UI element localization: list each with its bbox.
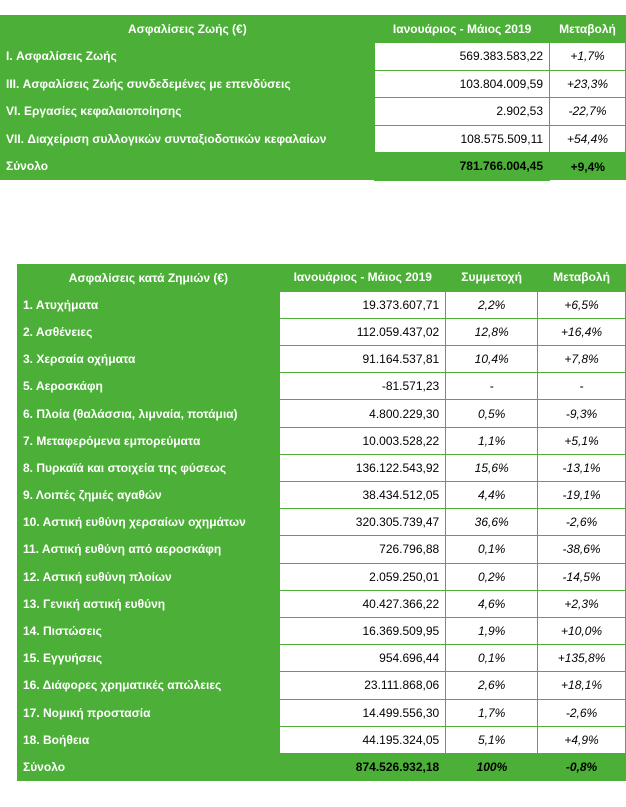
row-label: 16. Διάφορες χρηματικές απώλειες (17, 672, 280, 699)
row-value: 40.427.366,22 (280, 590, 446, 617)
row-change: -9,3% (538, 400, 626, 427)
row-label: 17. Νομική προστασία (17, 699, 280, 726)
row-label: 13. Γενική αστική ευθύνη (17, 590, 280, 617)
row-value: 108.575.509,11 (375, 125, 550, 153)
table-row (0, 98, 626, 126)
row-change: +16,4% (538, 318, 626, 345)
row-share: 5,1% (446, 726, 538, 753)
total-value: 781.766.004,45 (375, 153, 550, 181)
row-change: +6,5% (538, 291, 626, 318)
nonlife-label-header: Ασφαλίσεις κατά Ζημιών (€) (68, 270, 229, 285)
life-label-header: Ασφαλίσεις Ζωής (€) (128, 21, 247, 36)
row-label: I. Ασφαλίσεις Ζωής (0, 43, 375, 71)
nonlife-total-row (17, 753, 626, 780)
row-change: -14,5% (538, 563, 626, 590)
total-label: Σύνολο (6, 159, 49, 174)
row-share: 0,1% (446, 536, 538, 563)
table-row (0, 70, 626, 98)
row-label: 10. Αστική ευθύνη χερσαίων οχημάτων (17, 509, 280, 536)
row-value: 726.796,88 (280, 536, 446, 563)
row-label: 6. Πλοία (θαλάσσια, λιμναία, ποτάμια) (17, 400, 280, 427)
row-value: 569.383.583,22 (375, 43, 550, 71)
life-header-row (0, 15, 626, 43)
row-label: 15. Εγγυήσεις (17, 645, 280, 672)
row-change: +10,0% (538, 617, 626, 644)
table-row (17, 590, 626, 617)
row-change: +54,4% (550, 125, 626, 153)
row-change: +23,3% (550, 70, 626, 98)
table-row (17, 400, 626, 427)
row-label: 5. Αεροσκάφη (17, 373, 280, 400)
total-label: Σύνολο (23, 759, 66, 774)
row-label: 18. Βοήθεια (17, 726, 280, 753)
row-label: 12. Αστική ευθύνη πλοίων (17, 563, 280, 590)
row-label: 3. Χερσαία οχήματα (17, 346, 280, 373)
row-share: 0,1% (446, 645, 538, 672)
row-value: 2.059.250,01 (280, 563, 446, 590)
row-share: 10,4% (446, 346, 538, 373)
row-value: 19.373.607,71 (280, 291, 446, 318)
row-share: 12,8% (446, 318, 538, 345)
row-change: -19,1% (538, 482, 626, 509)
row-label: 11. Αστική ευθύνη από αεροσκάφη (17, 536, 280, 563)
row-label: III. Ασφαλίσεις Ζωής συνδεδεμένες με επενδύσεις (0, 70, 375, 98)
row-label: 1. Ατυχήματα (17, 291, 280, 318)
row-share: 1,1% (446, 427, 538, 454)
row-value: 44.195.324,05 (280, 726, 446, 753)
row-value: 14.499.556,30 (280, 699, 446, 726)
table-row (17, 373, 626, 400)
table-row (17, 563, 626, 590)
row-change: +135,8% (538, 645, 626, 672)
total-change: -0,8% (565, 760, 598, 775)
row-label: 8. Πυρκαϊά και στοιχεία της φύσεως (17, 454, 280, 481)
table-row (17, 346, 626, 373)
row-change: -22,7% (550, 98, 626, 126)
row-value: 38.434.512,05 (280, 482, 446, 509)
total-share: 100% (476, 760, 508, 775)
row-share: 2,2% (446, 291, 538, 318)
row-value: 112.059.437,02 (280, 318, 446, 345)
life-total-row (0, 153, 626, 181)
row-label: VI. Εργασίες κεφαλαιοποίησης (0, 98, 375, 126)
row-value: 954.696,44 (280, 645, 446, 672)
row-change: - (538, 373, 626, 400)
row-share: 4,4% (446, 482, 538, 509)
row-label: 9. Λοιπές ζημιές αγαθών (17, 482, 280, 509)
row-share: 1,9% (446, 617, 538, 644)
row-value: -81.571,23 (280, 373, 446, 400)
table-row (17, 427, 626, 454)
row-share: - (446, 373, 538, 400)
total-change: +9,4% (570, 159, 605, 174)
table-row (17, 454, 626, 481)
row-change: +18,1% (538, 672, 626, 699)
row-share: 1,7% (446, 699, 538, 726)
life-change-header: Μεταβολή (559, 21, 616, 36)
table-row (17, 645, 626, 672)
row-share: 0,5% (446, 400, 538, 427)
row-label: 2. Ασθένειες (17, 318, 280, 345)
non-life-insurance-table (17, 264, 626, 781)
table-row (0, 125, 626, 153)
table-row (17, 482, 626, 509)
table-row (17, 509, 626, 536)
row-value: 10.003.528,22 (280, 427, 446, 454)
table-row (17, 291, 626, 318)
life-insurance-table (0, 15, 626, 181)
row-change: -2,6% (538, 509, 626, 536)
row-value: 2.902,53 (375, 98, 550, 126)
row-share: 15,6% (446, 454, 538, 481)
row-value: 103.804.009,59 (375, 70, 550, 98)
row-share: 2,6% (446, 672, 538, 699)
nonlife-share-header: Συμμετοχή (461, 270, 523, 285)
row-value: 91.164.537,81 (280, 346, 446, 373)
row-change: +5,1% (538, 427, 626, 454)
row-value: 16.369.509,95 (280, 617, 446, 644)
row-change: +4,9% (538, 726, 626, 753)
row-value: 136.122.543,92 (280, 454, 446, 481)
life-period-header: Ιανουάριος - Μάιος 2019 (392, 21, 532, 36)
row-label: VII. Διαχείριση συλλογικών συνταξιοδοτικών κεφαλαίων (0, 125, 375, 153)
nonlife-change-header: Μεταβολή (553, 270, 610, 285)
table-row (0, 43, 626, 71)
table-row (17, 726, 626, 753)
row-change: -13,1% (538, 454, 626, 481)
row-value: 4.800.229,30 (280, 400, 446, 427)
row-value: 23.111.868,06 (280, 672, 446, 699)
table-row (17, 672, 626, 699)
row-share: 36,6% (446, 509, 538, 536)
row-label: 7. Μεταφερόμενα εμπορεύματα (17, 427, 280, 454)
row-change: -38,6% (538, 536, 626, 563)
table-row (17, 699, 626, 726)
table-row (17, 617, 626, 644)
row-share: 4,6% (446, 590, 538, 617)
nonlife-period-header: Ιανουάριος - Μάιος 2019 (293, 270, 432, 285)
row-value: 320.305.739,47 (280, 509, 446, 536)
table-row (17, 318, 626, 345)
row-label: 14. Πιστώσεις (17, 617, 280, 644)
row-share: 0,2% (446, 563, 538, 590)
row-change: +1,7% (550, 43, 626, 71)
total-value: 874.526.932,18 (280, 753, 446, 780)
nonlife-header-row (17, 264, 626, 291)
row-change: -2,6% (538, 699, 626, 726)
table-row (17, 536, 626, 563)
row-change: +2,3% (538, 590, 626, 617)
row-change: +7,8% (538, 346, 626, 373)
